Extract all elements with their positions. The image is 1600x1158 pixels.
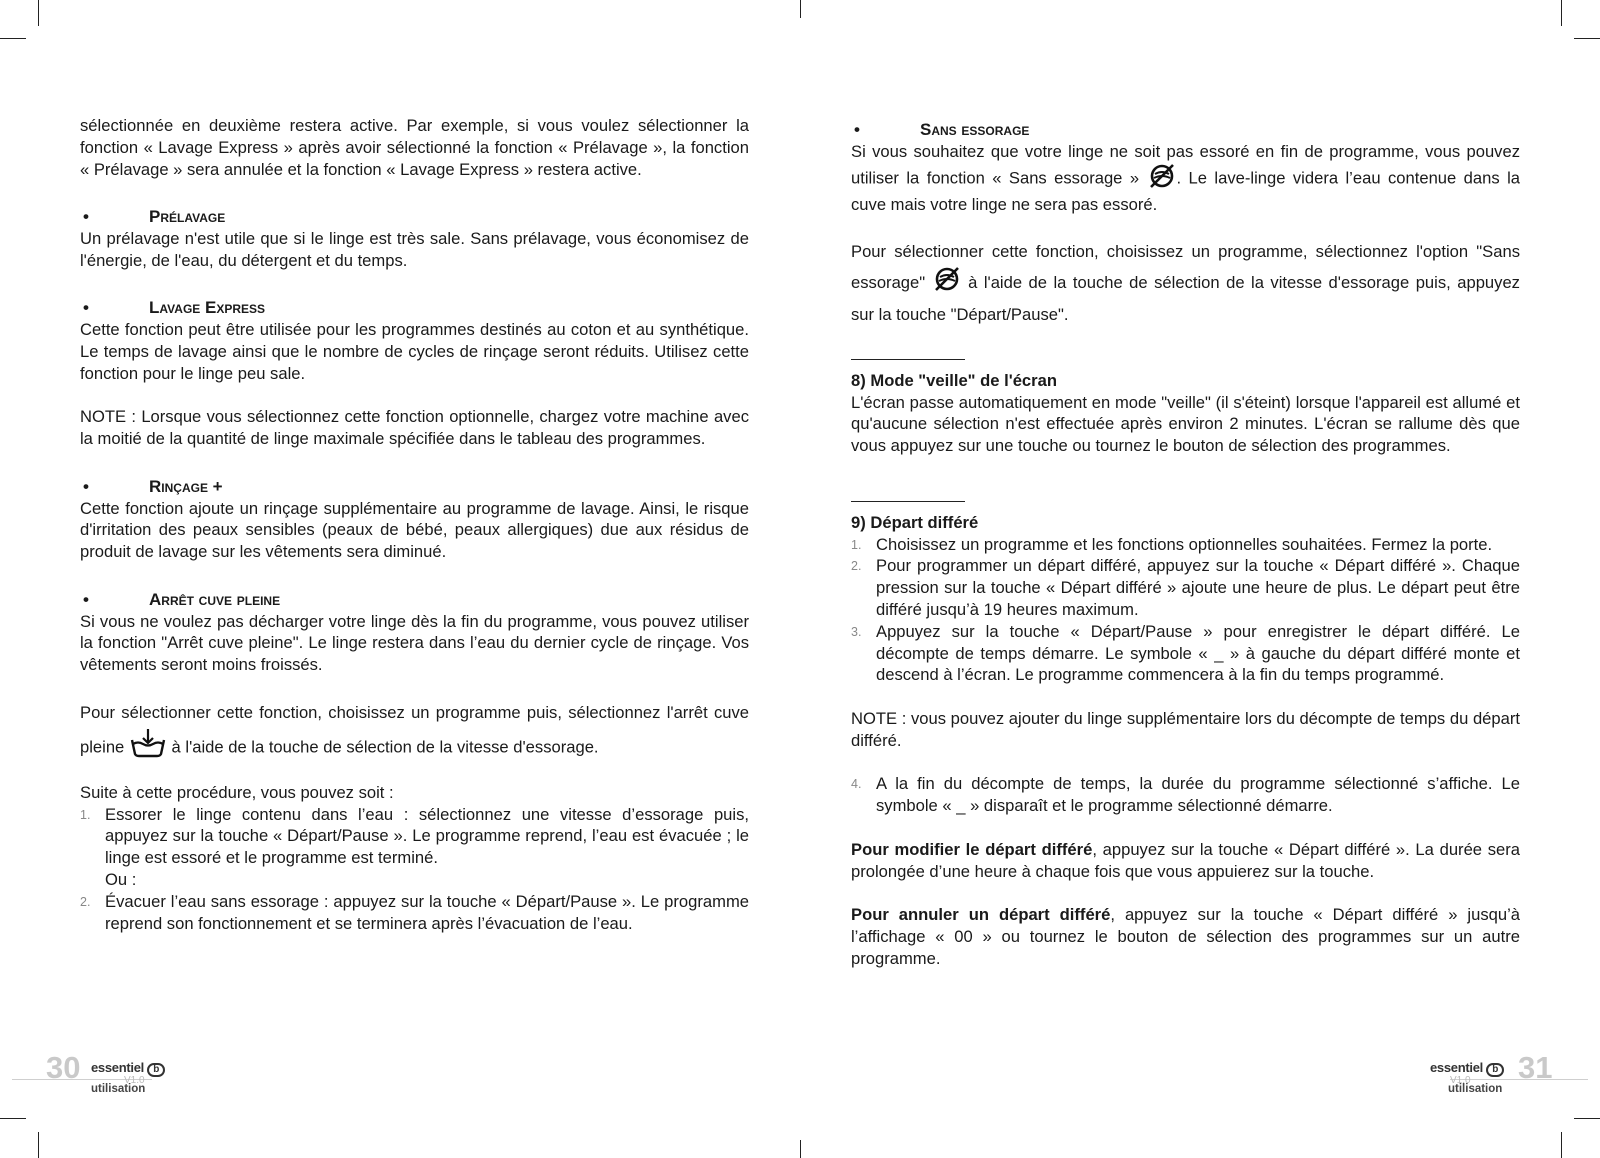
prelavage-title: Prélavage (149, 207, 226, 227)
depart-steps (851, 534, 1520, 687)
crop-mark (800, 0, 801, 18)
depart-modify-text: , appuyez sur la touche « Départ différé ». La durée sera prolongée d’une heure à chaque fois que vous appuierez sur la touche. (851, 839, 1521, 881)
veille-text: L'écran passe automatiquement en mode "veille" (il s'éteint) lorsque l'appareil est allumé et qu'aucune sélection n'est effectuée après environ 2 minutes. L'écran se rallume dès que vous appuyez sur une touche ou tournez le bouton de sélection des programmes. (851, 392, 1520, 456)
sans-essorage-text-a: Si vous souhaitez que votre linge ne soit pas essoré en fin de programme, vous pouvez utiliser la fonction « Sans essorage » (851, 141, 1520, 187)
step-number: 2. (851, 559, 862, 574)
no-spin-icon (1147, 163, 1177, 195)
depart-steps-continued (851, 773, 1520, 817)
section-label-left: utilisation (91, 1083, 146, 1095)
brand-mark-icon (1486, 1063, 1504, 1077)
list-item (80, 891, 749, 935)
step-text: Essorer le linge contenu dans l’eau : sélectionnez une vitesse d’essorage puis, appuyez sur la touche « Départ/Pause ». Le programme reprend, l’eau est évacuée ; le linge est essoré et le programme est terminé. (105, 804, 749, 868)
sans-essorage-heading (851, 119, 1520, 141)
depart-cancel-text: , appuyez sur la touche « Départ différé » jusqu’à l’affichage « 00 » ou tournez le bouton de sélection des programmes sur un autre programme. (851, 905, 1520, 968)
depart-modify-paragraph (851, 839, 1520, 883)
crop-mark (800, 1140, 801, 1158)
crop-mark (0, 38, 26, 39)
tub-full-water-icon (129, 728, 167, 768)
depart-cancel-paragraph (851, 904, 1520, 969)
section-label-right: utilisation (1448, 1083, 1503, 1095)
page-number-right: 31 (1518, 1050, 1553, 1085)
arret-steps (80, 804, 749, 935)
arret-heading (80, 589, 749, 611)
lavage-express-title: Lavage Express (149, 298, 266, 318)
brand-name: essentiel (91, 1060, 144, 1075)
no-spin-icon (932, 266, 962, 301)
sans-essorage-select-a: Pour sélectionner cette fonction, choisissez un programme, sélectionnez l'option "Sans essorage" (851, 241, 1520, 292)
prelavage-heading (80, 206, 749, 228)
rincage-text: Cette fonction ajoute un rinçage supplémentaire au programme de lavage. Ainsi, le risque d'irritation des peaux sensibles (peaux de bébé, peaux allergiques) due aux résidus de produit de lavage sur les vêtements sera diminué. (80, 498, 749, 562)
step-text: Pour programmer un départ différé, appuyez sur la touche « Départ différé ». Chaque pression sur la touche « Départ différé » ajoute une heure de plus. Le départ peut être différé jusqu’à 19 heures maximum. (876, 556, 1520, 619)
right-page-column (851, 115, 1520, 970)
brand-mark: b (1492, 1064, 1499, 1075)
brand-mark-icon (147, 1063, 165, 1077)
left-page-column (80, 115, 749, 934)
step-or-text: Ou : (105, 869, 137, 889)
crop-mark (0, 1118, 26, 1119)
arret-title: Arrêt cuve pleine (149, 589, 281, 609)
arret-select-text-a: Pour sélectionner cette fonction, choisissez un programme puis, sélectionnez l'arrêt cuve pleine (80, 702, 749, 757)
brand-mark: b (153, 1064, 160, 1075)
sans-essorage-select-b: à l'aide de la touche de sélection de la vitesse d'essorage puis, appuyez sur la touche "Départ/Pause". (851, 272, 1520, 324)
page-number-left: 30 (46, 1050, 81, 1085)
bullet: • (854, 120, 860, 139)
list-item (851, 534, 1520, 556)
crop-mark (38, 0, 39, 26)
list-item (851, 773, 1520, 817)
sans-essorage-title: Sans essorage (920, 120, 1030, 139)
version-right: V1.0 (1450, 1075, 1471, 1086)
depart-cancel-bold: Pour annuler un départ différé (851, 905, 1111, 925)
crop-mark (1574, 1118, 1600, 1119)
step-text: Évacuer l’eau sans essorage : appuyez sur la touche « Départ/Pause ». Le programme reprend son fonctionnement et se terminera après l’évacuation de l’eau. (105, 891, 749, 933)
arret-select-text-b: à l'aide de la touche de sélection de la vitesse d'essorage. (171, 737, 599, 757)
step-number: 2. (80, 894, 91, 909)
crop-mark (1561, 1132, 1562, 1158)
crop-mark (38, 1132, 39, 1158)
brand-name: essentiel (1430, 1060, 1483, 1075)
lavage-express-heading (80, 297, 749, 319)
rincage-heading (80, 476, 749, 498)
depart-title: 9) Départ différé (851, 512, 979, 532)
lavage-express-text: Cette fonction peut être utilisée pour les programmes destinés au coton et au synthétique. Le temps de lavage ainsi que le nombre de cycles de rinçage seront réduits. Utilisez cette fonction pour le linge peu sale. (80, 320, 749, 383)
sans-essorage-text-b: . Le lave-linge videra l’eau contenue dans la cuve mais votre linge ne sera pas essoré. (851, 167, 1520, 215)
step-text: Choisissez un programme et les fonctions optionnelles souhaitées. Fermez la porte. (876, 534, 1493, 554)
veille-title: 8) Mode "veille" de l'écran (851, 370, 1057, 390)
step-number: 1. (80, 807, 91, 822)
arret-select-paragraph (80, 698, 749, 768)
step-number: 1. (851, 537, 862, 552)
crop-mark (1574, 38, 1600, 39)
step-number: 3. (851, 624, 862, 639)
section-rule (851, 359, 965, 360)
bullet: • (83, 207, 89, 227)
arret-suite: Suite à cette procédure, vous pouvez soit : (80, 782, 394, 802)
step-text: A la fin du décompte de temps, la durée du programme sélectionné s’affiche. Le symbole « _ » disparaît et le programme sélectionné démarre. (876, 774, 1520, 816)
depart-modify-bold: Pour modifier le départ différé (851, 839, 1093, 859)
sans-essorage-select (851, 238, 1520, 329)
crop-mark (1561, 0, 1562, 26)
prelavage-text: Un prélavage n'est utile que si le linge est très sale. Sans prélavage, vous économisez de l'énergie, de l'eau, du détergent et du temps. (80, 228, 749, 270)
bullet: • (83, 476, 89, 496)
list-item (851, 621, 1520, 686)
section-rule (851, 501, 965, 502)
bullet: • (83, 589, 89, 609)
depart-note: NOTE : vous pouvez ajouter du linge supplémentaire lors du décompte de temps du départ différé. (851, 708, 1520, 750)
version-left: V1.0 (124, 1075, 145, 1086)
bullet: • (83, 298, 89, 318)
lavage-express-note: NOTE : Lorsque vous sélectionnez cette fonction optionnelle, chargez votre machine avec la moitié de la quantité de linge maximale spécifiée dans le tableau des programmes. (80, 407, 749, 449)
rincage-title: Rinçage + (149, 476, 223, 496)
list-item (80, 804, 749, 891)
step-text: Appuyez sur la touche « Départ/Pause » pour enregistrer le départ différé. Le décompte de temps démarre. Le symbole « _ » à gauche du départ différé monte et descend à l’écran. Le programme commencera à la fin du temps programmé. (876, 621, 1520, 685)
intro-paragraph: sélectionnée en deuxième restera active. Par exemple, si vous voulez sélectionner la fonction « Lavage Express » après avoir sélectionné la fonction « Prélavage », la fonction « Prélavage » sera annulée et la fonction « Lavage Express » restera active. (80, 116, 749, 179)
step-number: 4. (851, 777, 862, 792)
sans-essorage-text (851, 141, 1520, 216)
arret-text: Si vous ne voulez pas décharger votre linge dès la fin du programme, vous pouvez utiliser la fonction "Arrêt cuve pleine". Le linge restera dans l’eau du dernier cycle de rinçage. Vos vêtements seront moins froissés. (80, 611, 749, 675)
list-item (851, 555, 1520, 620)
